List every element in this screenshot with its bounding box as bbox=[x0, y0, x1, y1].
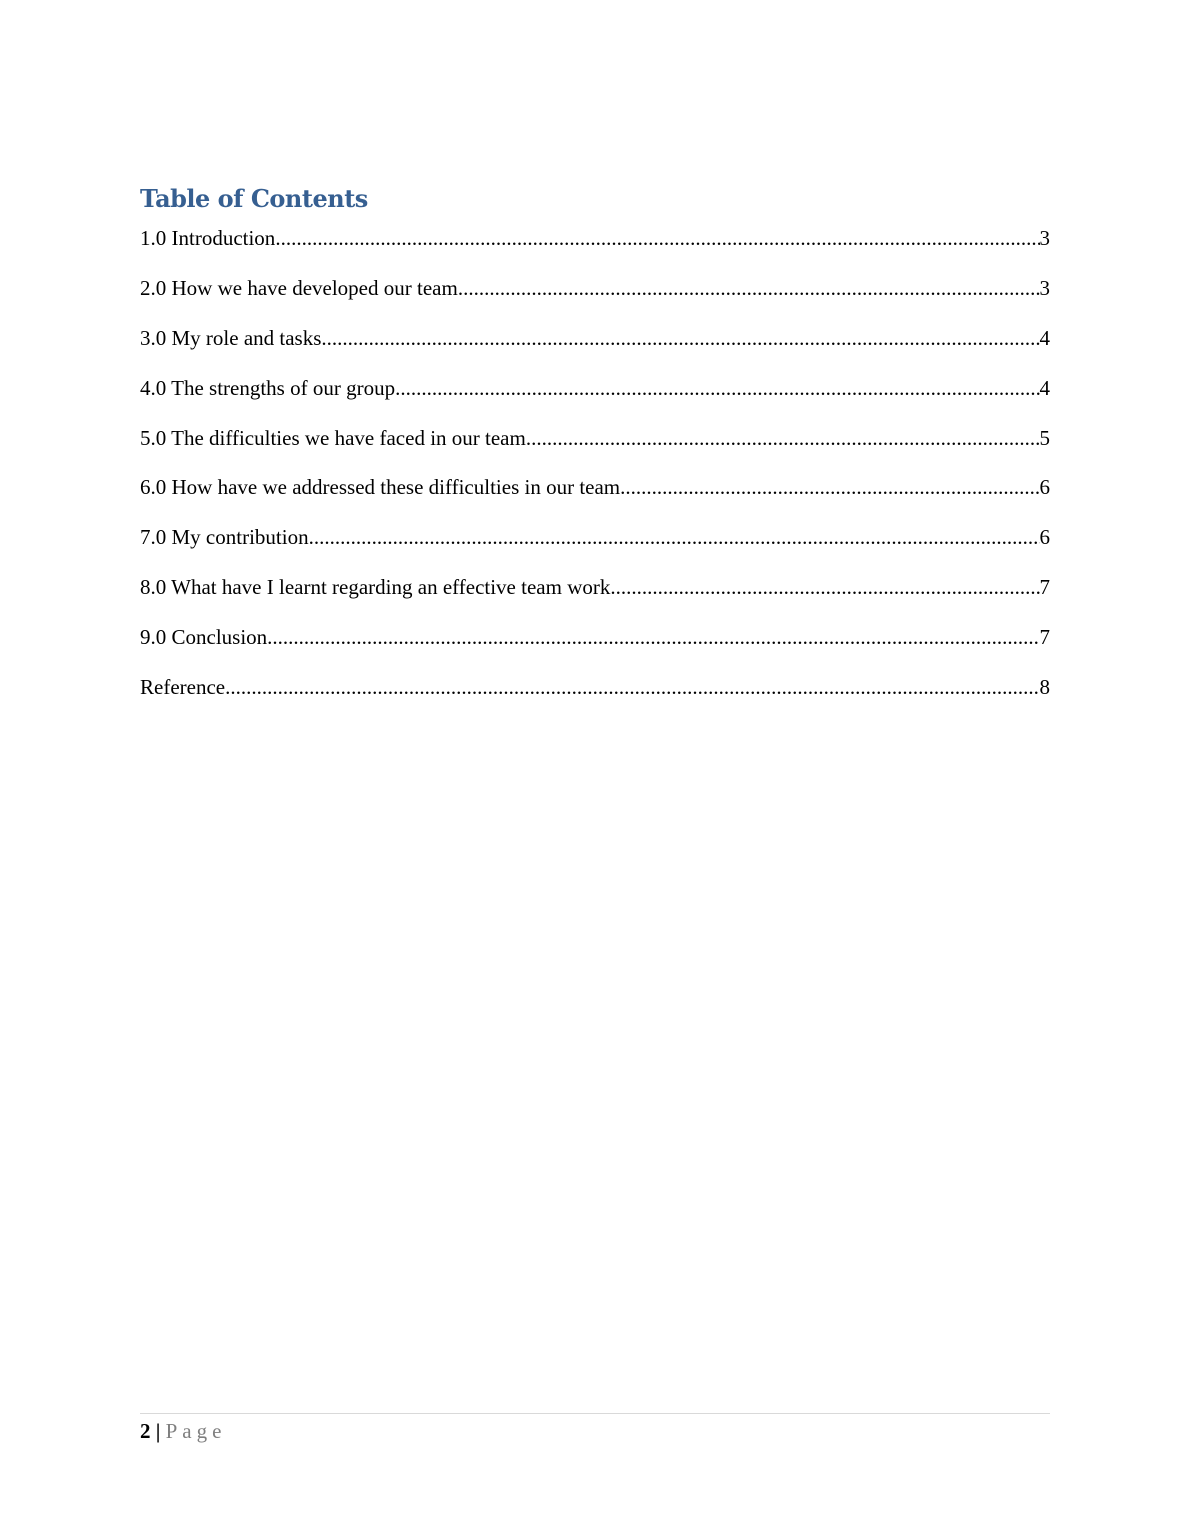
toc-dot-leader bbox=[526, 422, 1040, 454]
toc-entry-page: 6 bbox=[1039, 525, 1050, 550]
toc-entry[interactable] bbox=[140, 521, 1050, 571]
toc-entry-page: 4 bbox=[1039, 375, 1050, 400]
toc-entry-page: 6 bbox=[1039, 475, 1050, 500]
toc-heading: Table of Contents bbox=[140, 184, 368, 213]
toc-list bbox=[140, 222, 1050, 721]
toc-entry-title: 4.0 The strengths of our group bbox=[140, 375, 396, 400]
toc-entry-title: 9.0 Conclusion bbox=[140, 625, 268, 650]
toc-entry-title: 3.0 My role and tasks bbox=[140, 325, 322, 350]
toc-entry[interactable] bbox=[140, 272, 1050, 322]
toc-entry-page: 3 bbox=[1039, 275, 1050, 300]
toc-entry-page: 7 bbox=[1039, 625, 1050, 650]
footer-page-label: Page bbox=[165, 1419, 227, 1443]
toc-entry[interactable] bbox=[140, 571, 1050, 621]
footer-separator: | bbox=[155, 1419, 161, 1443]
toc-entry-title: 5.0 The difficulties we have faced in our team bbox=[140, 425, 526, 450]
toc-dot-leader bbox=[275, 222, 1039, 254]
toc-entry-title: Reference bbox=[140, 675, 226, 700]
toc-dot-leader bbox=[321, 322, 1039, 354]
toc-entry-title: 7.0 My contribution bbox=[140, 525, 309, 550]
page-footer bbox=[140, 1416, 226, 1446]
toc-entry-page: 7 bbox=[1039, 575, 1050, 600]
toc-entry-page: 3 bbox=[1039, 226, 1050, 250]
toc-entry-page: 8 bbox=[1039, 675, 1050, 700]
toc-dot-leader bbox=[620, 471, 1039, 503]
toc-entry[interactable] bbox=[140, 322, 1050, 372]
toc-entry[interactable] bbox=[140, 222, 1050, 272]
toc-entry[interactable] bbox=[140, 671, 1050, 721]
toc-entry[interactable] bbox=[140, 471, 1050, 521]
toc-entry-page: 5 bbox=[1039, 425, 1050, 450]
toc-dot-leader bbox=[267, 621, 1039, 653]
toc-dot-leader bbox=[458, 272, 1040, 304]
toc-entry-title: 1.0 Introduction bbox=[140, 226, 276, 250]
footer-divider bbox=[140, 1413, 1050, 1414]
toc-entry-title: 6.0 How have we addressed these difficulties in our team bbox=[140, 475, 621, 500]
toc-entry[interactable] bbox=[140, 372, 1050, 422]
footer-page-number: 2 bbox=[140, 1419, 151, 1443]
toc-dot-leader bbox=[395, 372, 1039, 404]
toc-dot-leader bbox=[610, 571, 1039, 603]
toc-dot-leader bbox=[225, 671, 1039, 703]
toc-entry-page: 4 bbox=[1039, 325, 1050, 350]
toc-entry[interactable] bbox=[140, 621, 1050, 671]
toc-dot-leader bbox=[309, 521, 1040, 553]
toc-entry-title: 2.0 How we have developed our team bbox=[140, 275, 458, 300]
toc-entry-title: 8.0 What have I learnt regarding an effective team work bbox=[140, 575, 611, 600]
toc-entry[interactable] bbox=[140, 422, 1050, 472]
